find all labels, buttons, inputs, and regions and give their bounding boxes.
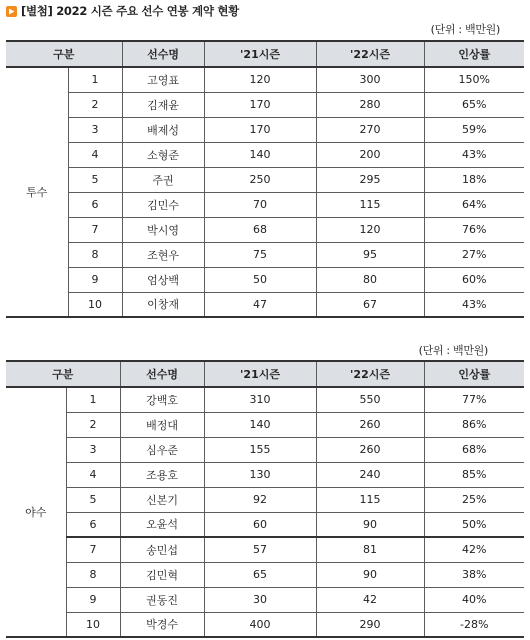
player-name-cell: 조용호 [120, 462, 204, 487]
raise-rate-cell: 42% [424, 537, 524, 562]
season-22-salary-cell: 300 [316, 67, 424, 92]
player-name-cell: 송민섭 [120, 537, 204, 562]
season-21-salary-cell: 130 [204, 462, 316, 487]
player-name-cell: 박경수 [120, 612, 204, 637]
player-name-cell: 배제성 [122, 117, 204, 142]
raise-rate-cell: 77% [424, 387, 524, 412]
season-21-salary-cell: 75 [204, 242, 316, 267]
row-number-cell: 9 [66, 587, 120, 612]
unit-label-pitchers: (단위 : 백만원) [430, 23, 500, 36]
table-row [6, 437, 524, 462]
raise-rate-cell: 150% [424, 67, 524, 92]
raise-rate-cell: 18% [424, 167, 524, 192]
pitcher-salary-table [6, 40, 524, 318]
row-number-cell: 4 [68, 142, 122, 167]
raise-rate-cell: 65% [424, 92, 524, 117]
row-number-cell: 3 [66, 437, 120, 462]
table-row [6, 537, 524, 562]
player-name-cell: 조현우 [122, 242, 204, 267]
header-raise-rate: 인상률 [424, 41, 524, 67]
season-21-salary-cell: 70 [204, 192, 316, 217]
table-row [6, 587, 524, 612]
season-21-salary-cell: 170 [204, 92, 316, 117]
season-21-salary-cell: 400 [204, 612, 316, 637]
season-21-salary-cell: 120 [204, 67, 316, 92]
season-22-salary-cell: 115 [316, 487, 424, 512]
table-row [6, 117, 524, 142]
season-22-salary-cell: 200 [316, 142, 424, 167]
table-row [6, 217, 524, 242]
raise-rate-cell: 85% [424, 462, 524, 487]
row-number-cell: 10 [68, 292, 122, 317]
table-row [6, 67, 524, 92]
season-21-salary-cell: 250 [204, 167, 316, 192]
season-22-salary-cell: 550 [316, 387, 424, 412]
document-title: [별첨] 2022 시즌 주요 선수 연봉 계약 현황 [21, 4, 239, 18]
raise-rate-cell: 43% [424, 142, 524, 167]
raise-rate-cell: 86% [424, 412, 524, 437]
season-21-salary-cell: 310 [204, 387, 316, 412]
season-22-salary-cell: 260 [316, 412, 424, 437]
season-22-salary-cell: 120 [316, 217, 424, 242]
season-22-salary-cell: 270 [316, 117, 424, 142]
season-22-salary-cell: 42 [316, 587, 424, 612]
season-21-salary-cell: 47 [204, 292, 316, 317]
header-season-21: '21시즌 [204, 41, 316, 67]
season-22-salary-cell: 90 [316, 562, 424, 587]
raise-rate-cell: 43% [424, 292, 524, 317]
season-22-salary-cell: 95 [316, 242, 424, 267]
season-22-salary-cell: 240 [316, 462, 424, 487]
row-number-cell: 5 [68, 167, 122, 192]
row-number-cell: 6 [68, 192, 122, 217]
raise-rate-cell: -28% [424, 612, 524, 637]
header-season-22: '22시즌 [316, 361, 424, 387]
season-22-salary-cell: 260 [316, 437, 424, 462]
header-raise-rate: 인상률 [424, 361, 524, 387]
season-22-salary-cell: 295 [316, 167, 424, 192]
table-row [6, 387, 524, 412]
group-label-fielders: 야수 [6, 387, 66, 637]
table-header-row [6, 361, 524, 387]
player-name-cell: 김재윤 [122, 92, 204, 117]
player-name-cell: 강백호 [120, 387, 204, 412]
raise-rate-cell: 38% [424, 562, 524, 587]
player-name-cell: 심우준 [120, 437, 204, 462]
player-name-cell: 소형준 [122, 142, 204, 167]
row-number-cell: 4 [66, 462, 120, 487]
raise-rate-cell: 59% [424, 117, 524, 142]
raise-rate-cell: 64% [424, 192, 524, 217]
row-number-cell: 8 [66, 562, 120, 587]
player-name-cell: 이창재 [122, 292, 204, 317]
player-name-cell: 배정대 [120, 412, 204, 437]
player-name-cell: 신본기 [120, 487, 204, 512]
season-22-salary-cell: 280 [316, 92, 424, 117]
raise-rate-cell: 40% [424, 587, 524, 612]
season-21-salary-cell: 92 [204, 487, 316, 512]
row-number-cell: 3 [68, 117, 122, 142]
raise-rate-cell: 50% [424, 512, 524, 537]
table-row [6, 512, 524, 537]
table-row [6, 267, 524, 292]
player-name-cell: 고영표 [122, 67, 204, 92]
season-22-salary-cell: 80 [316, 267, 424, 292]
season-21-salary-cell: 140 [204, 412, 316, 437]
table-row [6, 462, 524, 487]
table-row [6, 487, 524, 512]
row-number-cell: 7 [66, 537, 120, 562]
row-number-cell: 1 [66, 387, 120, 412]
season-21-salary-cell: 60 [204, 512, 316, 537]
player-name-cell: 박시영 [122, 217, 204, 242]
row-number-cell: 7 [68, 217, 122, 242]
table-row [6, 192, 524, 217]
document-title-row [6, 3, 239, 19]
season-21-salary-cell: 170 [204, 117, 316, 142]
play-triangle-icon [6, 6, 17, 17]
season-21-salary-cell: 57 [204, 537, 316, 562]
header-group: 구분 [6, 41, 122, 67]
season-22-salary-cell: 81 [316, 537, 424, 562]
table-row [6, 612, 524, 637]
header-season-22: '22시즌 [316, 41, 424, 67]
row-number-cell: 5 [66, 487, 120, 512]
player-name-cell: 김민혁 [120, 562, 204, 587]
header-season-21: '21시즌 [204, 361, 316, 387]
raise-rate-cell: 27% [424, 242, 524, 267]
season-22-salary-cell: 67 [316, 292, 424, 317]
player-name-cell: 김민수 [122, 192, 204, 217]
player-name-cell: 주권 [122, 167, 204, 192]
season-21-salary-cell: 140 [204, 142, 316, 167]
table-row [6, 242, 524, 267]
header-player-name: 선수명 [120, 361, 204, 387]
fielder-salary-table [6, 360, 524, 638]
group-label-pitchers: 투수 [6, 67, 68, 317]
row-number-cell: 1 [68, 67, 122, 92]
row-number-cell: 6 [66, 512, 120, 537]
table-row [6, 292, 524, 317]
season-21-salary-cell: 50 [204, 267, 316, 292]
season-21-salary-cell: 65 [204, 562, 316, 587]
header-group: 구분 [6, 361, 120, 387]
row-number-cell: 2 [68, 92, 122, 117]
header-player-name: 선수명 [122, 41, 204, 67]
player-name-cell: 엄상백 [122, 267, 204, 292]
season-22-salary-cell: 115 [316, 192, 424, 217]
table-row [6, 142, 524, 167]
table-row [6, 562, 524, 587]
season-21-salary-cell: 155 [204, 437, 316, 462]
row-number-cell: 10 [66, 612, 120, 637]
table-row [6, 412, 524, 437]
season-22-salary-cell: 90 [316, 512, 424, 537]
season-21-salary-cell: 68 [204, 217, 316, 242]
raise-rate-cell: 76% [424, 217, 524, 242]
raise-rate-cell: 60% [424, 267, 524, 292]
player-name-cell: 오윤석 [120, 512, 204, 537]
raise-rate-cell: 68% [424, 437, 524, 462]
row-number-cell: 9 [68, 267, 122, 292]
player-name-cell: 권동진 [120, 587, 204, 612]
season-21-salary-cell: 30 [204, 587, 316, 612]
row-number-cell: 8 [68, 242, 122, 267]
table-header-row [6, 41, 524, 67]
table-row [6, 92, 524, 117]
table-row [6, 167, 524, 192]
raise-rate-cell: 25% [424, 487, 524, 512]
row-number-cell: 2 [66, 412, 120, 437]
season-22-salary-cell: 290 [316, 612, 424, 637]
unit-label-fielders: (단위 : 백만원) [418, 344, 488, 357]
